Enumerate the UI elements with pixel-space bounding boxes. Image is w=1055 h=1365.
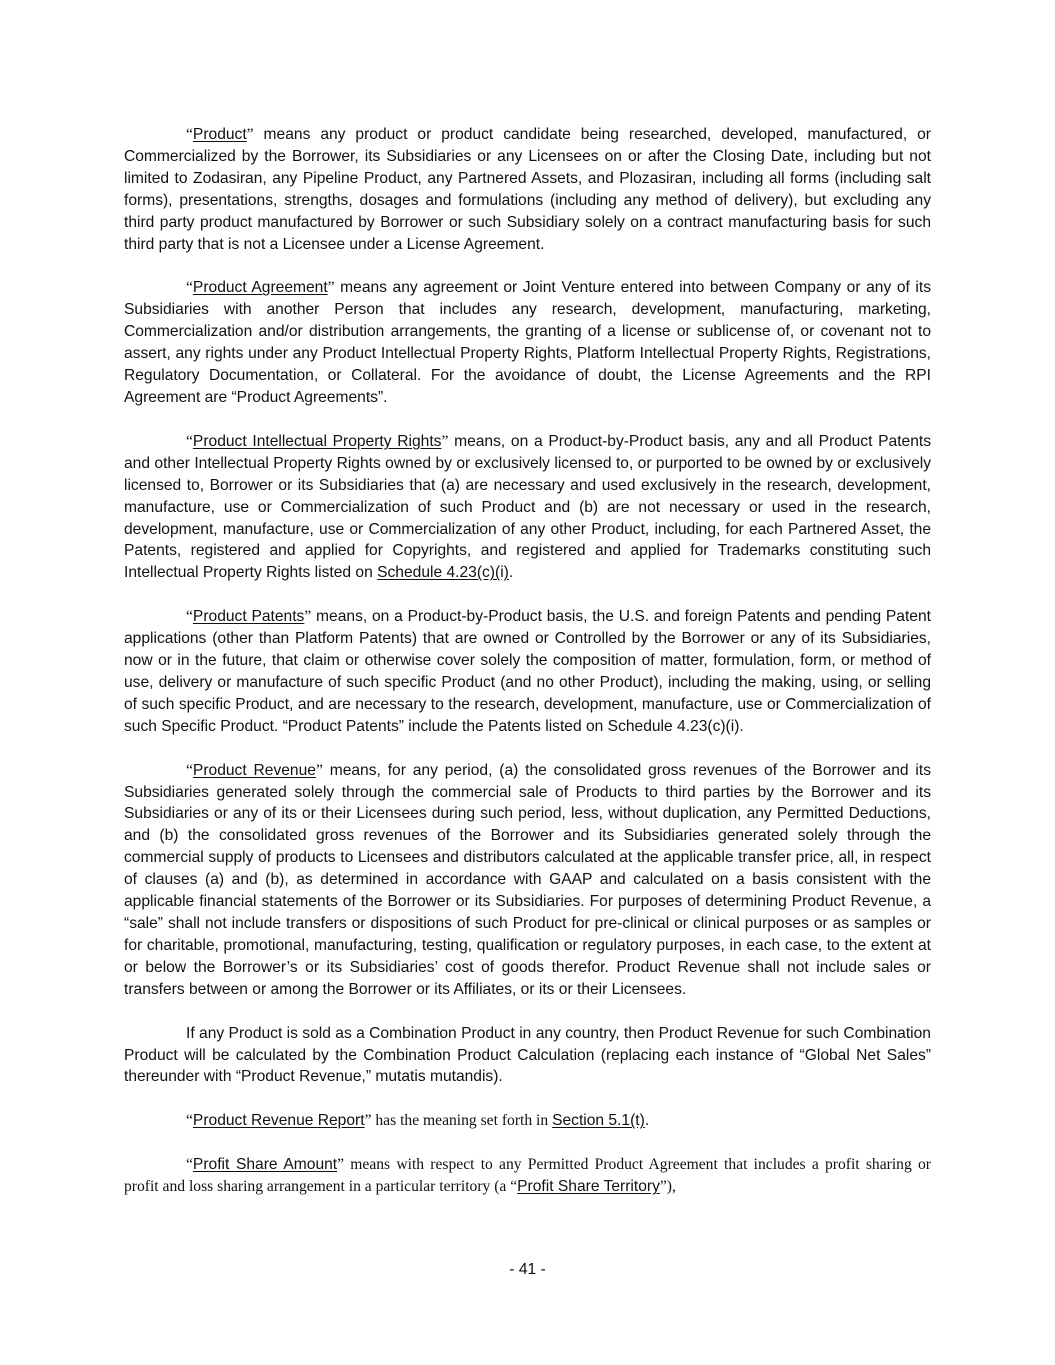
definition-text: means, for any period, (a) the consolidated gross revenues of the Borrower and its Subsidiaries generated solely through the commercial sale of Products to third parties by the Borrower and its Subsidiaries or any of its or their Licensees during such period, less, without duplication, any Permitted Deductions, and (b) the consolidated gross revenues of the Borrower and its Subsidiaries generated solely through the commercial supply of products to Licensees and distributors calculated at the applicable transfer price, all, in respect of clauses (a) and (b), as determined in accordance with GAAP and calculated on a basis consistent with the applicable financial statements of the Borrower or its Subsidiaries. For purposes of determining Product Revenue, a “sale” shall not include transfers or dispositions of such Product for pre-clinical or clinical purposes or as samples or for charitable, promotional, manufacturing, testing, qualification or regulatory purposes, in each case, to the extent at or below the Borrower’s or its Subsidiaries’ cost of goods therefor. Product Revenue shall not include sales or transfers between or among the Borrower or its Affiliates, or its or their Licensees. [124,761,931,998]
section-reference: Section 5.1(t) [552,1112,645,1130]
defined-term: Product Patents [192,608,305,626]
definition-product-ip-rights: “Product Intellectual Property Rights” means, on a Product-by-Product basis, any and all Product Patents and other Intellectual Property Rights owned by or exclusively licensed to, or purported to be owned by or exclusively licensed to, Borrower or its Subsidiaries that (a) are necessary and used exclusively in the research, development, manufacture, use or Commercialization of such Product and (b) are not necessary or used in the research, development, manufacture, use or Commercialization of any other Product, including, for each Partnered Asset, the Patents, registered and applied for Copyrights, and registered and applied for Trademarks constituting such Intellectual Property Rights listed on Schedule 4.23(c)(i). [124,432,931,582]
defined-term: Product Intellectual Property Rights [192,432,442,450]
defined-term: Profit Share Amount [192,1156,338,1174]
definition-text: means with respect to any Permitted Product Agreement that includes a profit sharing or profit and loss sharing arrangement in a particular territory (a “ [124,1156,931,1196]
definition-text: has the meaning set forth in [371,1112,553,1130]
page-number: - 41 - [509,1261,546,1278]
definition-product-revenue: “Product Revenue” means, for any period, (a) the consolidated gross revenues of the Borrower and its Subsidiaries generated solely through the commercial sale of Products to third parties by the Borrower and its Subsidiaries or any of its or their Licensees during such period, less, without duplication, any Permitted Deductions, and (b) the consolidated gross revenues of the Borrower and its Subsidiaries generated solely through the commercial supply of products to Licensees and distributors calculated at the applicable transfer price, all, in respect of clauses (a) and (b), as determined in accordance with GAAP and calculated on a basis consistent with the applicable financial statements of the Borrower or its Subsidiaries. For purposes of determining Product Revenue, a “sale” shall not include transfers or dispositions of such Product for pre-clinical or clinical purposes or as samples or for charitable, promotional, manufacturing, testing, qualification or regulatory purposes, in each case, to the extent at or below the Borrower’s or its Subsidiaries’ cost of goods therefor. Product Revenue shall not include sales or transfers between or among the Borrower or its Affiliates, or its or their Licensees. [124,761,931,998]
definition-text: means, on a Product-by-Product basis, the U.S. and foreign Patents and pending Patent applications (other than Platform Patents) that are owned or Controlled by the Borrower or any of its Subsidiaries, now or in the future, that claim or otherwise cover solely the composition of matter, formulation, form, or method of use, delivery or manufacture of such specific Product (and no other Product), including the making, using, or selling of such specific Product, and are necessary to the research, development, manufacture, use or Commercialization of such Specific Product. “Product Patents” include the Patents listed on Schedule 4.23(c)(i). [124,608,931,735]
schedule-reference: Schedule 4.23(c)(i) [377,564,509,582]
paragraph-text: If any Product is sold as a Combination Product in any country, then Product Revenue for such Combination Product will be calculated by the Combination Product Calculation (replacing each instance of “Global Net Sales” thereunder with “Product Revenue,” mutatis mutandis). [124,1024,931,1086]
page-body [124,124,931,1220]
defined-term: Product Agreement [192,279,328,297]
defined-term: Product [192,126,247,143]
definition-product-patents: “Product Patents” means, on a Product-by-Product basis, the U.S. and foreign Patents and pending Patent applications (other than Platform Patents) that are owned or Controlled by the Borrower or any of its Subsidiaries, now or in the future, that claim or otherwise cover solely the composition of matter, formulation, form, or method of use, delivery or manufacture of such specific Product (and no other Product), including the making, using, or selling of such specific Product, and are necessary to the research, development, manufacture, use or Commercialization of such Specific Product. “Product Patents” include the Patents listed on Schedule 4.23(c)(i). [124,608,931,735]
definition-text: means any product or product candidate being researched, developed, manufactured, or Commercialized by the Borrower, its Subsidiaries or any Licensees on or after the Closing Date, including but not limited to Zodasiran, any Pipeline Product, any Partnered Assets, and Plozasiran, including all forms (including salt forms), presentations, strengths, dosages and formulations (including any method of delivery), but excluding any third party product manufactured by Borrower or such Subsidiary solely on a contract manufacturing basis for such third party that is not a Licensee under a License Agreement. [124,126,931,253]
definition-product: “Product” means any product or product candidate being researched, developed, manufactured, or Commercialized by the Borrower, its Subsidiaries or any Licensees on or after the Closing Date, including but not limited to Zodasiran, any Pipeline Product, any Partnered Assets, and Plozasiran, including all forms (including salt forms), presentations, strengths, dosages and formulations (including any method of delivery), but excluding any third party product manufactured by Borrower or such Subsidiary solely on a contract manufacturing basis for such third party that is not a Licensee under a License Agreement. [124,126,931,253]
defined-term: Product Revenue [192,761,316,779]
defined-term-inline: Profit Share Territory [517,1178,660,1196]
definition-product-agreement: “Product Agreement” means any agreement or Joint Venture entered into between Company or any of its Subsidiaries with another Person that includes any research, development, manufacturing, marketing, Commercialization and/or distribution arrangements, the granting of a license or sublicense of, or covenant not to assert, any rights under any Product Intellectual Property Rights, Platform Intellectual Property Rights, Registrations, Regulatory Documentation, or Collateral. For the avoidance of doubt, the License Agreements and the RPI Agreement are “Product Agreements”. [124,279,931,406]
definition-text: means, on a Product-by-Product basis, any and all Product Patents and other Intellectual Property Rights owned by or exclusively licensed to, or purported to be owned by or exclusively licensed to, Borrower or its Subsidiaries that (a) are necessary and used exclusively in the research, development, manufacture, use or Commercialization of such Product and (b) are not necessary or used in the research, development, manufacture, use or Commercialization of any other Product, including, for each Partnered Asset, the Patents, registered and applied for Copyrights, and registered and applied for Trademarks constituting such Intellectual Property Rights listed on [124,432,931,582]
definition-profit-share-amount: “Profit Share Amount” means with respect to any Permitted Product Agreement that includes a profit sharing or profit and loss sharing arrangement in a particular territory (a “Profit Share Territory”), [124,1156,931,1196]
defined-term: Product Revenue Report [192,1112,365,1130]
definition-product-revenue-report: “Product Revenue Report” has the meaning set forth in Section 5.1(t). [186,1112,650,1130]
combination-product-paragraph [124,1023,931,1089]
definition-text: means any agreement or Joint Venture entered into between Company or any of its Subsidiaries with another Person that includes any research, development, manufacturing, marketing, Commercialization and/or distribution arrangements, the granting of a license or sublicense of, or covenant not to assert, any rights under any Product Intellectual Property Rights, Platform Intellectual Property Rights, Registrations, Regulatory Documentation, or Collateral. For the avoidance of doubt, the License Agreements and the RPI Agreement are “Product Agreements”. [124,279,931,406]
